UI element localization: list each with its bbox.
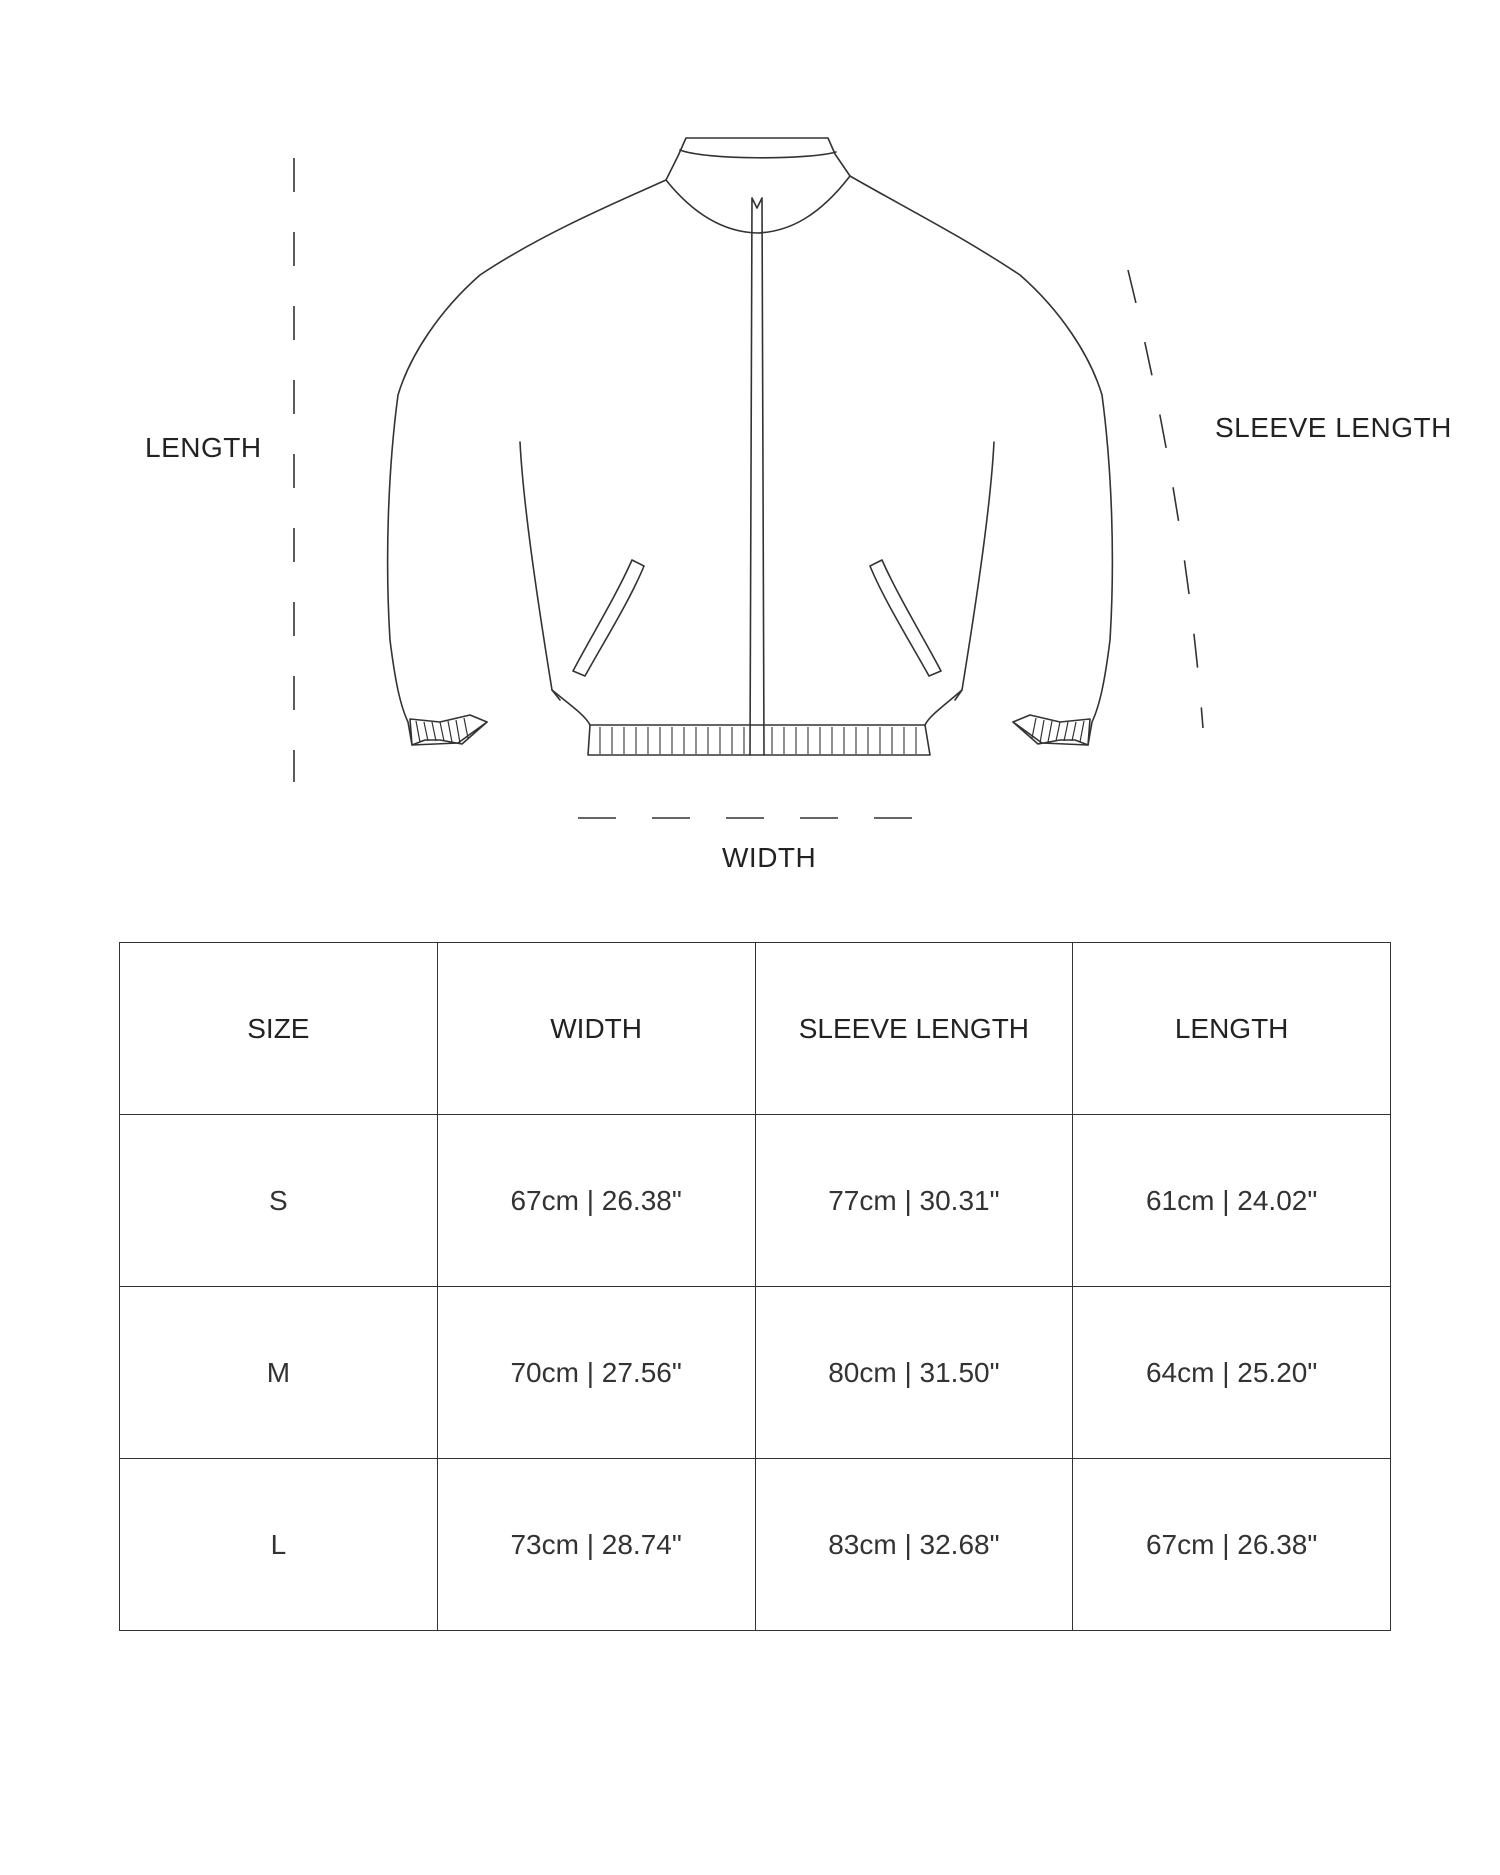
header-length: LENGTH [1073,943,1391,1115]
right-sleeve-outline [850,176,1112,745]
cell-length: 67cm | 26.38" [1073,1459,1391,1631]
cell-sleeve-length: 80cm | 31.50" [755,1287,1073,1459]
zipper [750,198,764,755]
cell-size: M [120,1287,438,1459]
cell-length: 61cm | 24.02" [1073,1115,1391,1287]
table-row [120,1115,1391,1287]
waistband [588,725,930,755]
cell-sleeve-length: 83cm | 32.68" [755,1459,1073,1631]
cell-width: 73cm | 28.74" [437,1459,755,1631]
left-sleeve-inner [520,442,560,700]
size-chart-table [119,942,1391,1631]
measurement-diagram [0,0,1500,900]
cell-width: 67cm | 26.38" [437,1115,755,1287]
table-header-row [120,943,1391,1115]
cell-length: 64cm | 25.20" [1073,1287,1391,1459]
cell-sleeve-length: 77cm | 30.31" [755,1115,1073,1287]
header-sleeve-length: SLEEVE LENGTH [755,943,1073,1115]
cell-size: S [120,1115,438,1287]
cell-width: 70cm | 27.56" [437,1287,755,1459]
waistband-ribbing [600,727,916,754]
sleeve-length-dimension-line [1128,270,1203,728]
right-sleeve-inner [955,442,994,700]
table-row [120,1287,1391,1459]
length-label: LENGTH [145,432,262,463]
left-pocket [573,560,644,676]
table-row [120,1459,1391,1631]
body-hem [552,690,962,725]
collar-seam [680,150,836,158]
width-label: WIDTH [722,842,817,873]
right-pocket [870,560,941,676]
collar-outline [666,138,850,233]
cell-size: L [120,1459,438,1631]
header-width: WIDTH [437,943,755,1115]
left-sleeve-outline [388,180,666,745]
header-size: SIZE [120,943,438,1115]
sleeve-length-label: SLEEVE LENGTH [1215,412,1452,443]
